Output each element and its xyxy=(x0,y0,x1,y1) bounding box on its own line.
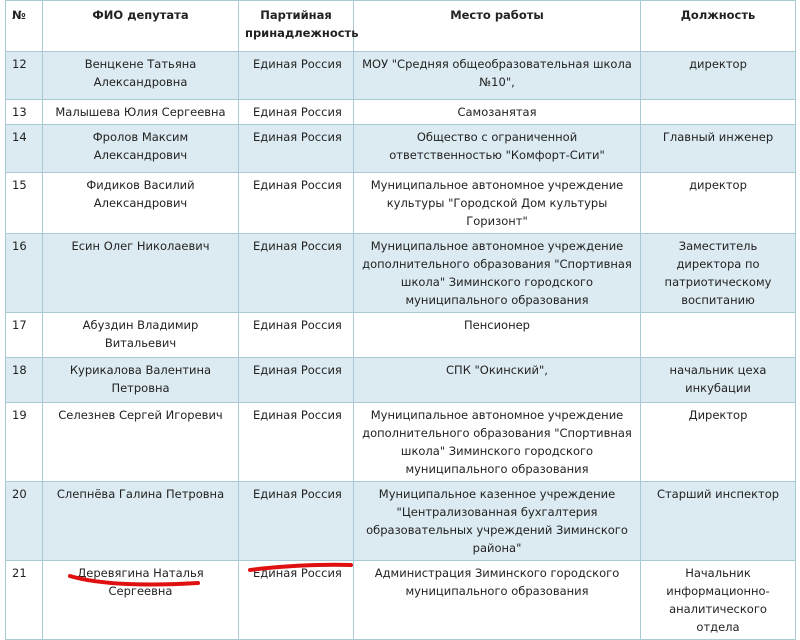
cell-num: 19 xyxy=(6,403,43,482)
cell-party: Единая Россия xyxy=(239,482,354,561)
table-row xyxy=(6,52,796,100)
cell-name: Малышева Юлия Сергеевна xyxy=(43,100,239,125)
cell-position: Главный инженер xyxy=(641,125,796,173)
table-row xyxy=(6,173,796,234)
cell-work: МОУ "Средняя общеобразовательная школа №10", xyxy=(354,52,641,100)
cell-num: 14 xyxy=(6,125,43,173)
cell-work: Муниципальное автономное учреждение культуры "Городской Дом культуры Горизонт" xyxy=(354,173,641,234)
cell-name: Есин Олег Николаевич xyxy=(43,234,239,313)
cell-position xyxy=(641,313,796,358)
header-work: Место работы xyxy=(354,1,641,52)
cell-num: 17 xyxy=(6,313,43,358)
table-row xyxy=(6,100,796,125)
cell-party: Единая Россия xyxy=(239,100,354,125)
header-position: Должность xyxy=(641,1,796,52)
cell-party: Единая Россия xyxy=(239,125,354,173)
cell-name: Абуздин Владимир Витальевич xyxy=(43,313,239,358)
cell-party: Единая Россия xyxy=(239,173,354,234)
cell-work: СПК "Окинский", xyxy=(354,358,641,403)
header-party: Партийная принадлежность xyxy=(239,1,354,52)
cell-position: Старший инспектор xyxy=(641,482,796,561)
cell-position: Начальник информационно-аналитического отдела xyxy=(641,561,796,640)
cell-num: 15 xyxy=(6,173,43,234)
cell-name: Курикалова Валентина Петровна xyxy=(43,358,239,403)
cell-num: 16 xyxy=(6,234,43,313)
cell-name: Венцкене Татьяна Александровна xyxy=(43,52,239,100)
table-row xyxy=(6,234,796,313)
cell-num: 13 xyxy=(6,100,43,125)
cell-name: Фролов Максим Александрович xyxy=(43,125,239,173)
cell-party: Единая Россия xyxy=(239,403,354,482)
cell-position xyxy=(641,100,796,125)
cell-party: Единая Россия xyxy=(239,313,354,358)
table-row xyxy=(6,125,796,173)
cell-num: 21 xyxy=(6,561,43,640)
cell-party: Единая Россия xyxy=(239,561,354,640)
cell-work: Общество с ограниченной ответственностью "Комфорт-Сити" xyxy=(354,125,641,173)
cell-position: директор xyxy=(641,52,796,100)
table-row xyxy=(6,482,796,561)
cell-work: Муниципальное казенное учреждение "Централизованная бухгалтерия образовательных учреждений Зиминского района" xyxy=(354,482,641,561)
cell-party: Единая Россия xyxy=(239,358,354,403)
header-num: № xyxy=(6,1,43,52)
cell-name: Селезнев Сергей Игоревич xyxy=(43,403,239,482)
cell-work: Пенсионер xyxy=(354,313,641,358)
table-row xyxy=(6,561,796,640)
header-name: ФИО депутата xyxy=(43,1,239,52)
cell-name: Деревягина Наталья Сергеевна xyxy=(43,561,239,640)
table-row xyxy=(6,313,796,358)
cell-work: Муниципальное автономное учреждение дополнительного образования "Спортивная школа" Зиминского городского муниципального образования xyxy=(354,234,641,313)
cell-position: Директор xyxy=(641,403,796,482)
cell-work: Муниципальное автономное учреждение дополнительного образования "Спортивная школа" Зиминского городского муниципального образования xyxy=(354,403,641,482)
cell-party: Единая Россия xyxy=(239,234,354,313)
cell-num: 20 xyxy=(6,482,43,561)
cell-work: Администрация Зиминского городского муниципального образования xyxy=(354,561,641,640)
cell-position: Заместитель директора по патриотическому воспитанию xyxy=(641,234,796,313)
cell-work: Самозанятая xyxy=(354,100,641,125)
cell-num: 18 xyxy=(6,358,43,403)
cell-position: директор xyxy=(641,173,796,234)
table-row xyxy=(6,403,796,482)
deputies-table xyxy=(5,0,796,640)
cell-num: 12 xyxy=(6,52,43,100)
cell-name: Слепнёва Галина Петровна xyxy=(43,482,239,561)
header-row xyxy=(6,1,796,52)
table-row xyxy=(6,358,796,403)
cell-party: Единая Россия xyxy=(239,52,354,100)
cell-name: Фидиков Василий Александрович xyxy=(43,173,239,234)
cell-position: начальник цеха инкубации xyxy=(641,358,796,403)
